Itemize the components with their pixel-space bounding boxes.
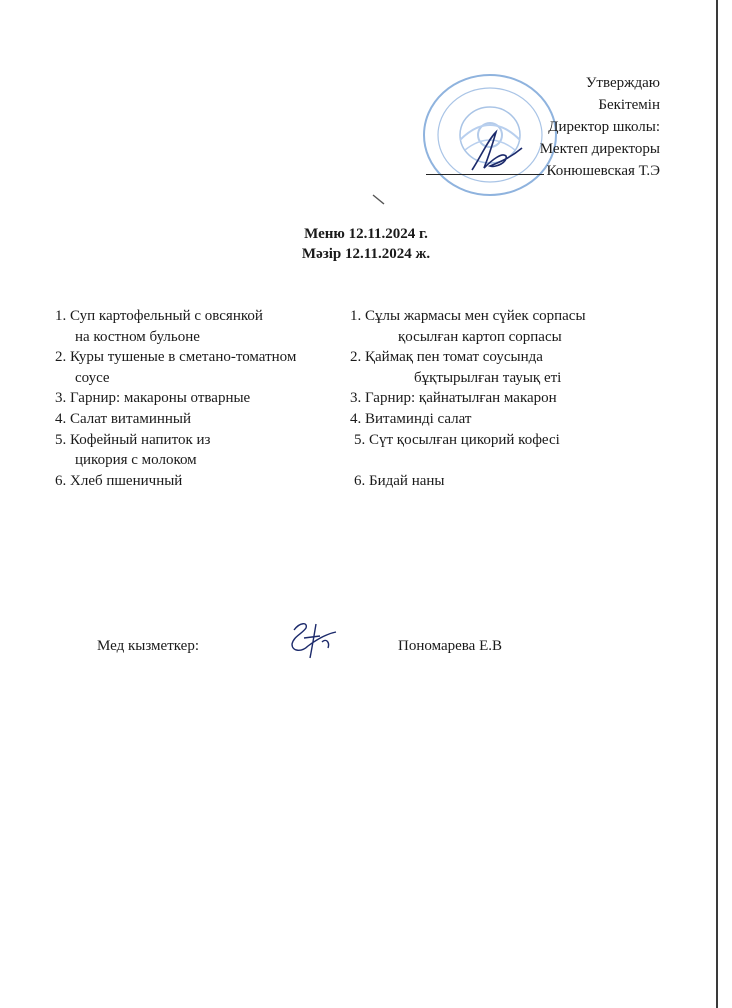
director-name: Конюшевская Т.Э: [546, 163, 660, 179]
menu-item-kk: 4. Витаминді салат: [350, 410, 472, 427]
menu-item-kk: 2. Қаймақ пен томат соусында: [350, 349, 543, 366]
menu-item-kk-cont: қосылған картоп сорпасы: [398, 328, 562, 345]
menu-title-ru: Меню 12.11.2024 г.: [304, 226, 428, 242]
menu-item-ru: 6. Хлеб пшеничный: [55, 472, 183, 489]
menu-item-ru-cont: на костном бульоне: [75, 328, 200, 345]
menu-item-kk: 3. Гарнир: қайнатылған макарон: [350, 390, 557, 407]
menu-item-kk: 6. Бидай наны: [354, 472, 445, 489]
medical-signature: [286, 616, 340, 660]
menu-item-kk: 1. Сұлы жармасы мен сүйек сорпасы: [350, 308, 586, 324]
menu-item-ru: 3. Гарнир: макароны отварные: [55, 390, 251, 407]
menu-item-ru-cont: соусе: [75, 369, 110, 386]
medical-name: Пономарева Е.В: [398, 638, 502, 654]
approval-block: [426, 72, 660, 182]
menu-spacer: [350, 450, 586, 471]
approval-line: Бекітемін: [598, 97, 660, 113]
signature-line: [426, 160, 544, 175]
approval-line: Утверждаю: [585, 75, 660, 91]
menu-list-ru: [55, 306, 296, 491]
menu-item-kk-cont: бұқтырылған тауық еті: [414, 369, 562, 386]
menu-item-ru: 5. Кофейный напиток из: [55, 431, 211, 448]
menu-item-ru: 4. Салат витаминный: [55, 410, 192, 427]
director-name-row: [426, 160, 660, 182]
approval-line: Директор школы:: [548, 119, 660, 135]
stray-pen-mark: [372, 194, 386, 206]
menu-item-kk: 5. Сүт қосылған цикорий кофесі: [354, 431, 560, 448]
approval-line: Мектеп директоры: [539, 141, 660, 157]
scan-edge-line: [716, 0, 718, 1008]
menu-list-kk: [350, 306, 586, 491]
menu-title-kk: Мәзір 12.11.2024 ж.: [301, 246, 431, 262]
menu-item-ru-cont: цикория с молоком: [75, 452, 197, 469]
menu-item-ru: 1. Суп картофельный с овсянкой: [55, 308, 263, 324]
medical-label: Мед кызметкер:: [97, 638, 200, 654]
menu-item-ru: 2. Куры тушеные в сметано-томатном: [55, 349, 297, 366]
